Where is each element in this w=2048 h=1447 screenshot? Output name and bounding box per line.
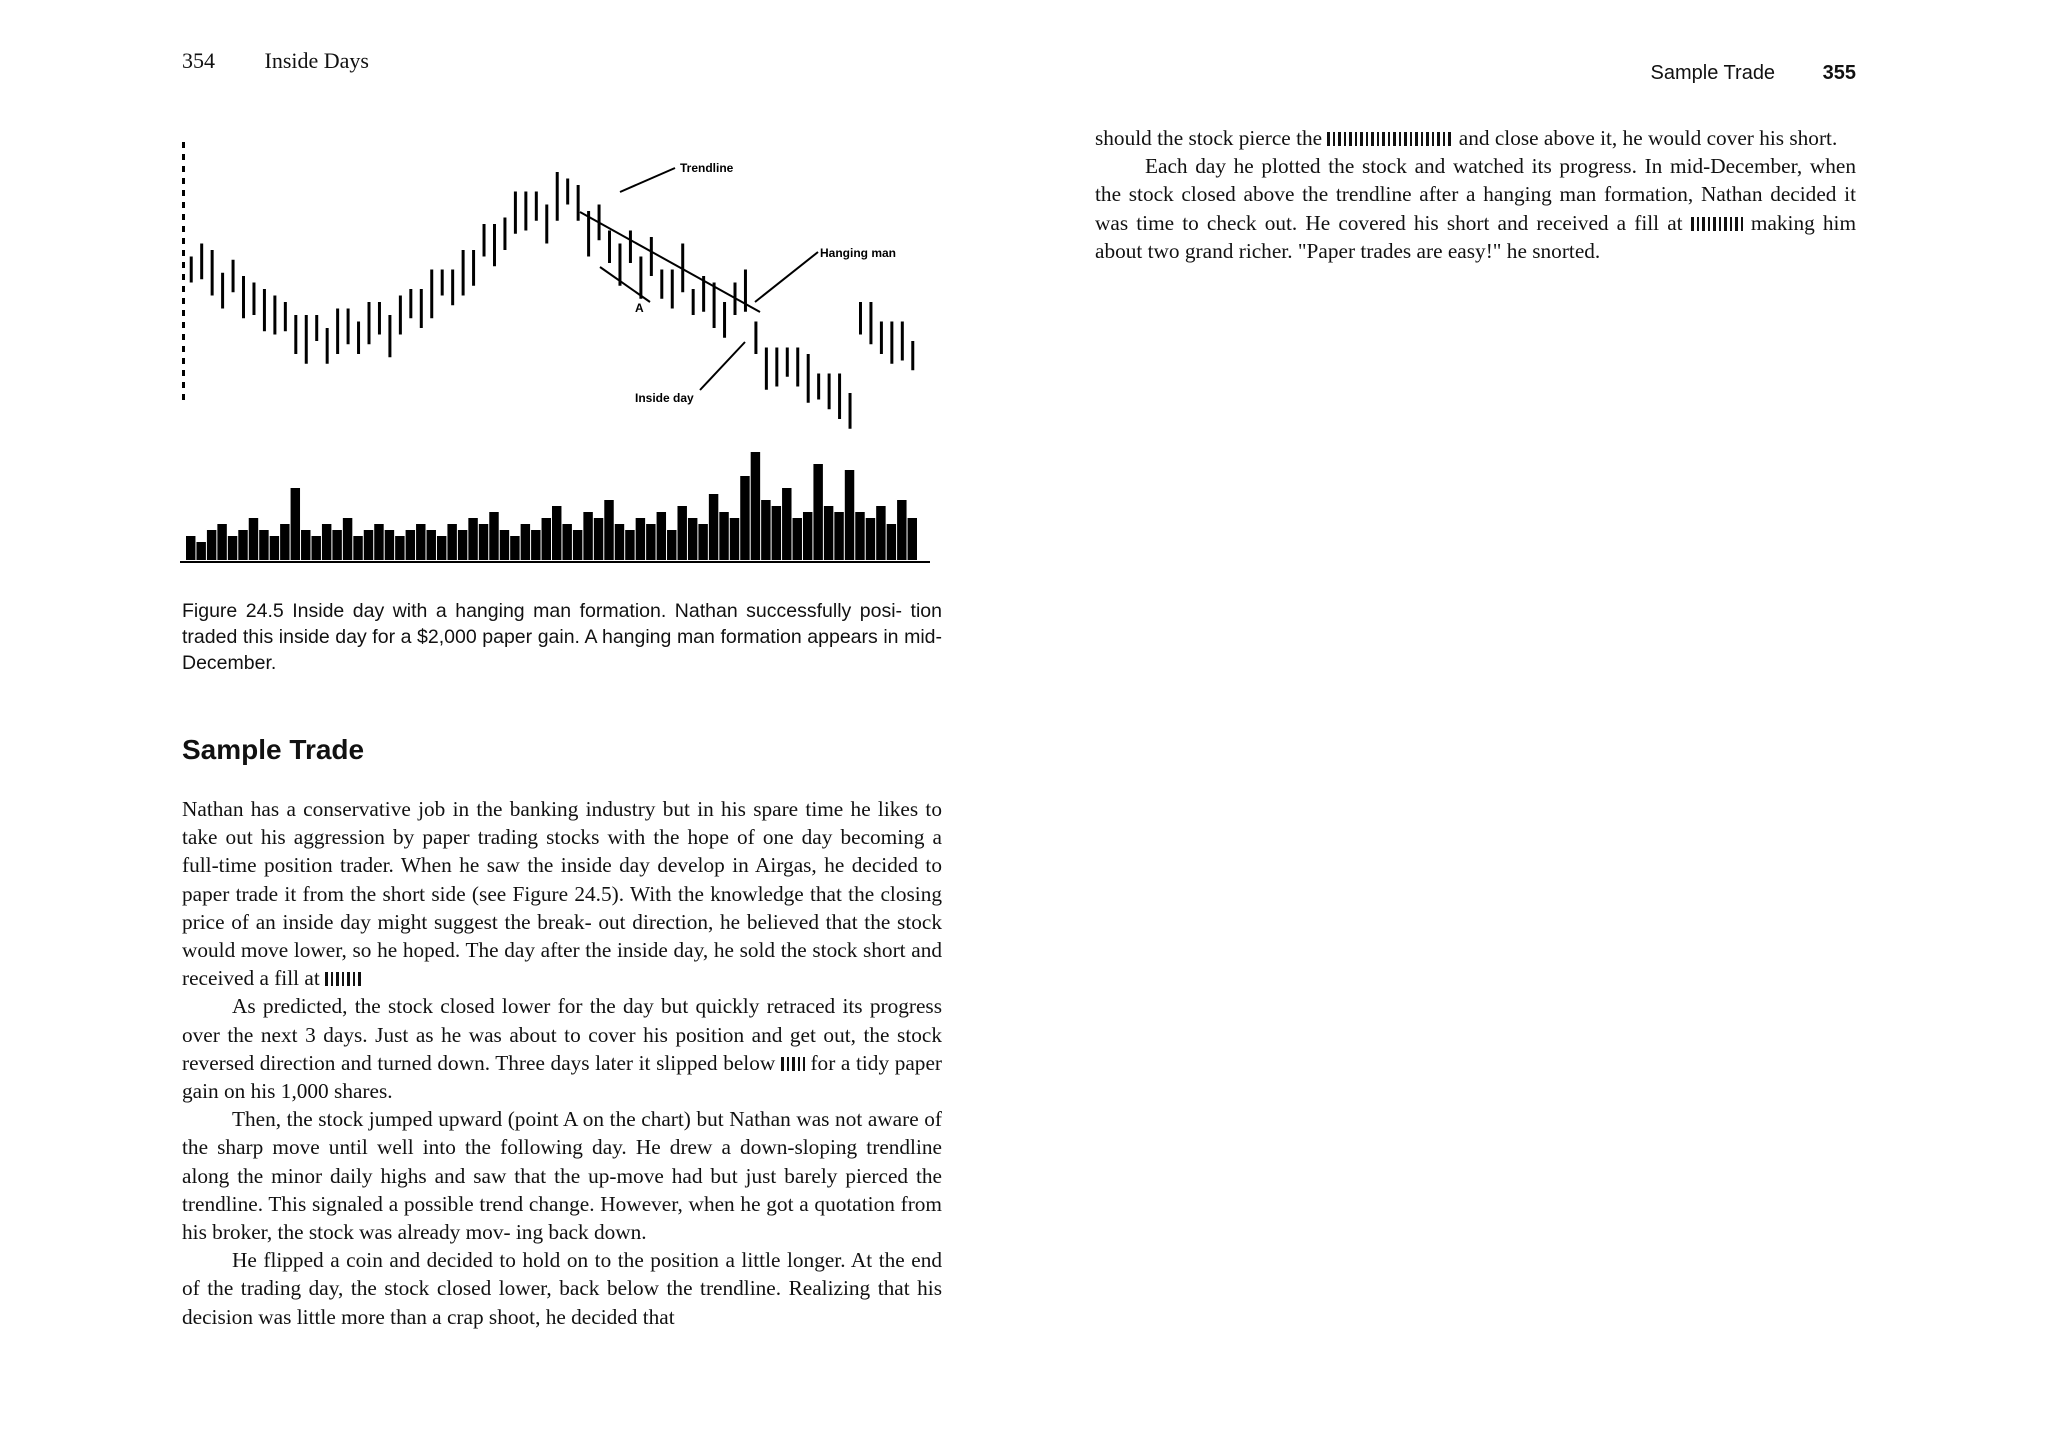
annotation-label: Inside day (635, 391, 694, 405)
paragraph-3: Then, the stock jumped upward (point A on the chart) but Nathan was not aware of the sharp move until well into the following day. He drew a down-sloping trendline along the minor daily highs and saw that the up-move had but just barely pierced the trendline. This signaled a possible trend change. However, when he got a quotation from his broker, the stock was already mov- ing back down. (182, 1107, 942, 1245)
volume-bars (186, 452, 917, 560)
axis-tick (182, 370, 185, 376)
volume-bar (594, 518, 603, 560)
volume-bar (332, 530, 341, 560)
volume-bar (688, 518, 697, 560)
annotation-label: Hanging man (820, 246, 897, 260)
annotation-pointer (600, 267, 650, 302)
paragraph-2: As predicted, the stock closed lower for the day but quickly retraced its progress over the next 3 days. Just as he was about to cover his position and get out, the stock reversed direction and turned down. Three days later it slipped below (182, 994, 942, 1075)
volume-bar (573, 530, 582, 560)
axis-tick (182, 154, 185, 160)
volume-bar (761, 500, 770, 560)
right-running-title: Sample Trade (1650, 62, 1776, 84)
right-body-text (1095, 124, 1856, 265)
axis-tick (182, 382, 185, 388)
volume-bar (646, 524, 655, 560)
axis-tick (182, 250, 185, 256)
left-running-head (182, 48, 369, 74)
axis-tick (182, 214, 185, 220)
volume-bar (583, 512, 592, 560)
volume-bar (552, 506, 561, 560)
axis-tick (182, 334, 185, 340)
volume-bar (479, 524, 488, 560)
axis-tick (182, 190, 185, 196)
right-paragraph-2b: making him about two grand richer. "Paper trades are easy!" he snorted. (1095, 210, 1857, 263)
volume-bar (772, 506, 781, 560)
left-page-number: 354 (182, 48, 215, 73)
volume-bar (615, 524, 624, 560)
volume-bar (322, 524, 331, 560)
axis-tick (182, 346, 185, 352)
volume-bar (186, 536, 195, 560)
axis-tick (182, 274, 185, 280)
paragraph-2b: for a tidy paper gain on his 1,000 shares. (182, 1050, 943, 1104)
volume-bar (406, 530, 415, 560)
volume-bar (542, 518, 551, 560)
volume-bar (740, 476, 749, 560)
volume-bar (249, 518, 258, 560)
volume-bar (385, 530, 394, 560)
annotation-label: A (635, 301, 644, 315)
volume-bar (374, 524, 383, 560)
volume-bar (468, 518, 477, 560)
section-title: Sample Trade (182, 734, 365, 765)
volume-bar (217, 524, 226, 560)
volume-bar (803, 512, 812, 560)
volume-bar (562, 524, 571, 560)
volume-bar (343, 518, 352, 560)
volume-bar (270, 536, 279, 560)
volume-bar (709, 494, 718, 560)
volume-bar (500, 530, 509, 560)
annotation-label: Trendline (680, 161, 734, 175)
annotation-pointer (620, 168, 675, 192)
right-page-number: 355 (1822, 62, 1856, 84)
axis-tick (182, 238, 185, 244)
volume-bar (677, 506, 686, 560)
right-paragraph-2: Each day he plotted the stock and watched its progress. In mid-December, when the stock closed above the trendline after a hanging man formation, Nathan decided it was time to check out. He covered his short and received a fill at (1095, 154, 1856, 235)
stock-chart (180, 112, 950, 582)
annotation-pointer (700, 342, 745, 390)
volume-bar (207, 530, 216, 560)
garbled-value (1327, 132, 1453, 146)
volume-bar (427, 530, 436, 560)
right-paragraph-1: should the stock pierce the (1095, 126, 1323, 150)
garbled-value (781, 1057, 805, 1071)
volume-bar (813, 464, 822, 560)
volume-bar (311, 536, 320, 560)
garbled-value (325, 972, 363, 986)
volume-bar (458, 530, 467, 560)
right-running-head (1651, 62, 1856, 85)
axis-tick (182, 202, 185, 208)
axis-tick (182, 166, 185, 172)
volume-bar (751, 452, 760, 560)
volume-bar (719, 512, 728, 560)
volume-bar (301, 530, 310, 560)
trendline (580, 212, 760, 312)
axis-tick (182, 178, 185, 184)
volume-bar (636, 518, 645, 560)
figure-caption: Figure 24.5 Inside day with a hanging man formation. Nathan successfully posi- tion traded this inside day for a $2,000 paper gain. A hanging man formation appears in mid-December. (182, 600, 942, 674)
volume-bar (866, 518, 875, 560)
axis-tick (182, 322, 185, 328)
axis-tick (182, 262, 185, 268)
chart-annotations (580, 161, 896, 405)
axis-tick (182, 142, 185, 148)
volume-bar (259, 530, 268, 560)
axis-tick (182, 310, 185, 316)
volume-bar (489, 512, 498, 560)
volume-bar (228, 536, 237, 560)
volume-bar (698, 524, 707, 560)
volume-bar (887, 524, 896, 560)
volume-bar (855, 512, 864, 560)
volume-bar (196, 542, 205, 560)
left-body-text (182, 795, 942, 1331)
volume-bar (667, 530, 676, 560)
volume-bar (845, 470, 854, 560)
volume-bar (364, 530, 373, 560)
axis-tick (182, 358, 185, 364)
paragraph-1: Nathan has a conservative job in the banking industry but in his spare time he likes to take out his aggression by paper trading stocks with the hope of one day becoming a full-time position trader. When he saw the inside day develop in Airgas, he decided to paper trade it from the short side (see Figure 24.5). With the knowledge that the closing price of an inside day might suggest the break- out direction, he believed that the stock would move lower, so he hoped. The day after the inside day, he sold the stock short and received a fill at (182, 797, 942, 991)
paragraph-4: He flipped a coin and decided to hold on to the position a little longer. At the end of the trading day, the stock closed lower, back below the trendline. Realizing that his decision was little more than a crap shoot, he decided that (182, 1248, 942, 1329)
volume-bar (908, 518, 917, 560)
volume-bar (657, 512, 666, 560)
volume-bar (510, 536, 519, 560)
volume-bar (782, 488, 791, 560)
volume-bar (238, 530, 247, 560)
volume-bar (280, 524, 289, 560)
volume-bar (834, 512, 843, 560)
garbled-value (1691, 217, 1743, 231)
annotation-pointer (755, 252, 818, 302)
volume-bar (521, 524, 530, 560)
left-running-title: Inside Days (264, 48, 369, 73)
axis-tick (182, 394, 185, 400)
volume-bar (824, 506, 833, 560)
axis-tick (182, 226, 185, 232)
volume-bar (416, 524, 425, 560)
volume-bar (531, 530, 540, 560)
axis-tick (182, 286, 185, 292)
volume-bar (291, 488, 300, 560)
volume-bar (395, 536, 404, 560)
volume-bar (604, 500, 613, 560)
volume-bar (625, 530, 634, 560)
volume-bar (876, 506, 885, 560)
volume-bar (447, 524, 456, 560)
right-paragraph-1b: and close above it, he would cover his short. (1458, 126, 1838, 150)
volume-bar (730, 518, 739, 560)
volume-bar (353, 536, 362, 560)
volume-bar (793, 518, 802, 560)
right-page (1024, 0, 2048, 1447)
volume-bar (437, 536, 446, 560)
axis-tick (182, 298, 185, 304)
price-bars (191, 172, 913, 429)
volume-bar (897, 500, 906, 560)
